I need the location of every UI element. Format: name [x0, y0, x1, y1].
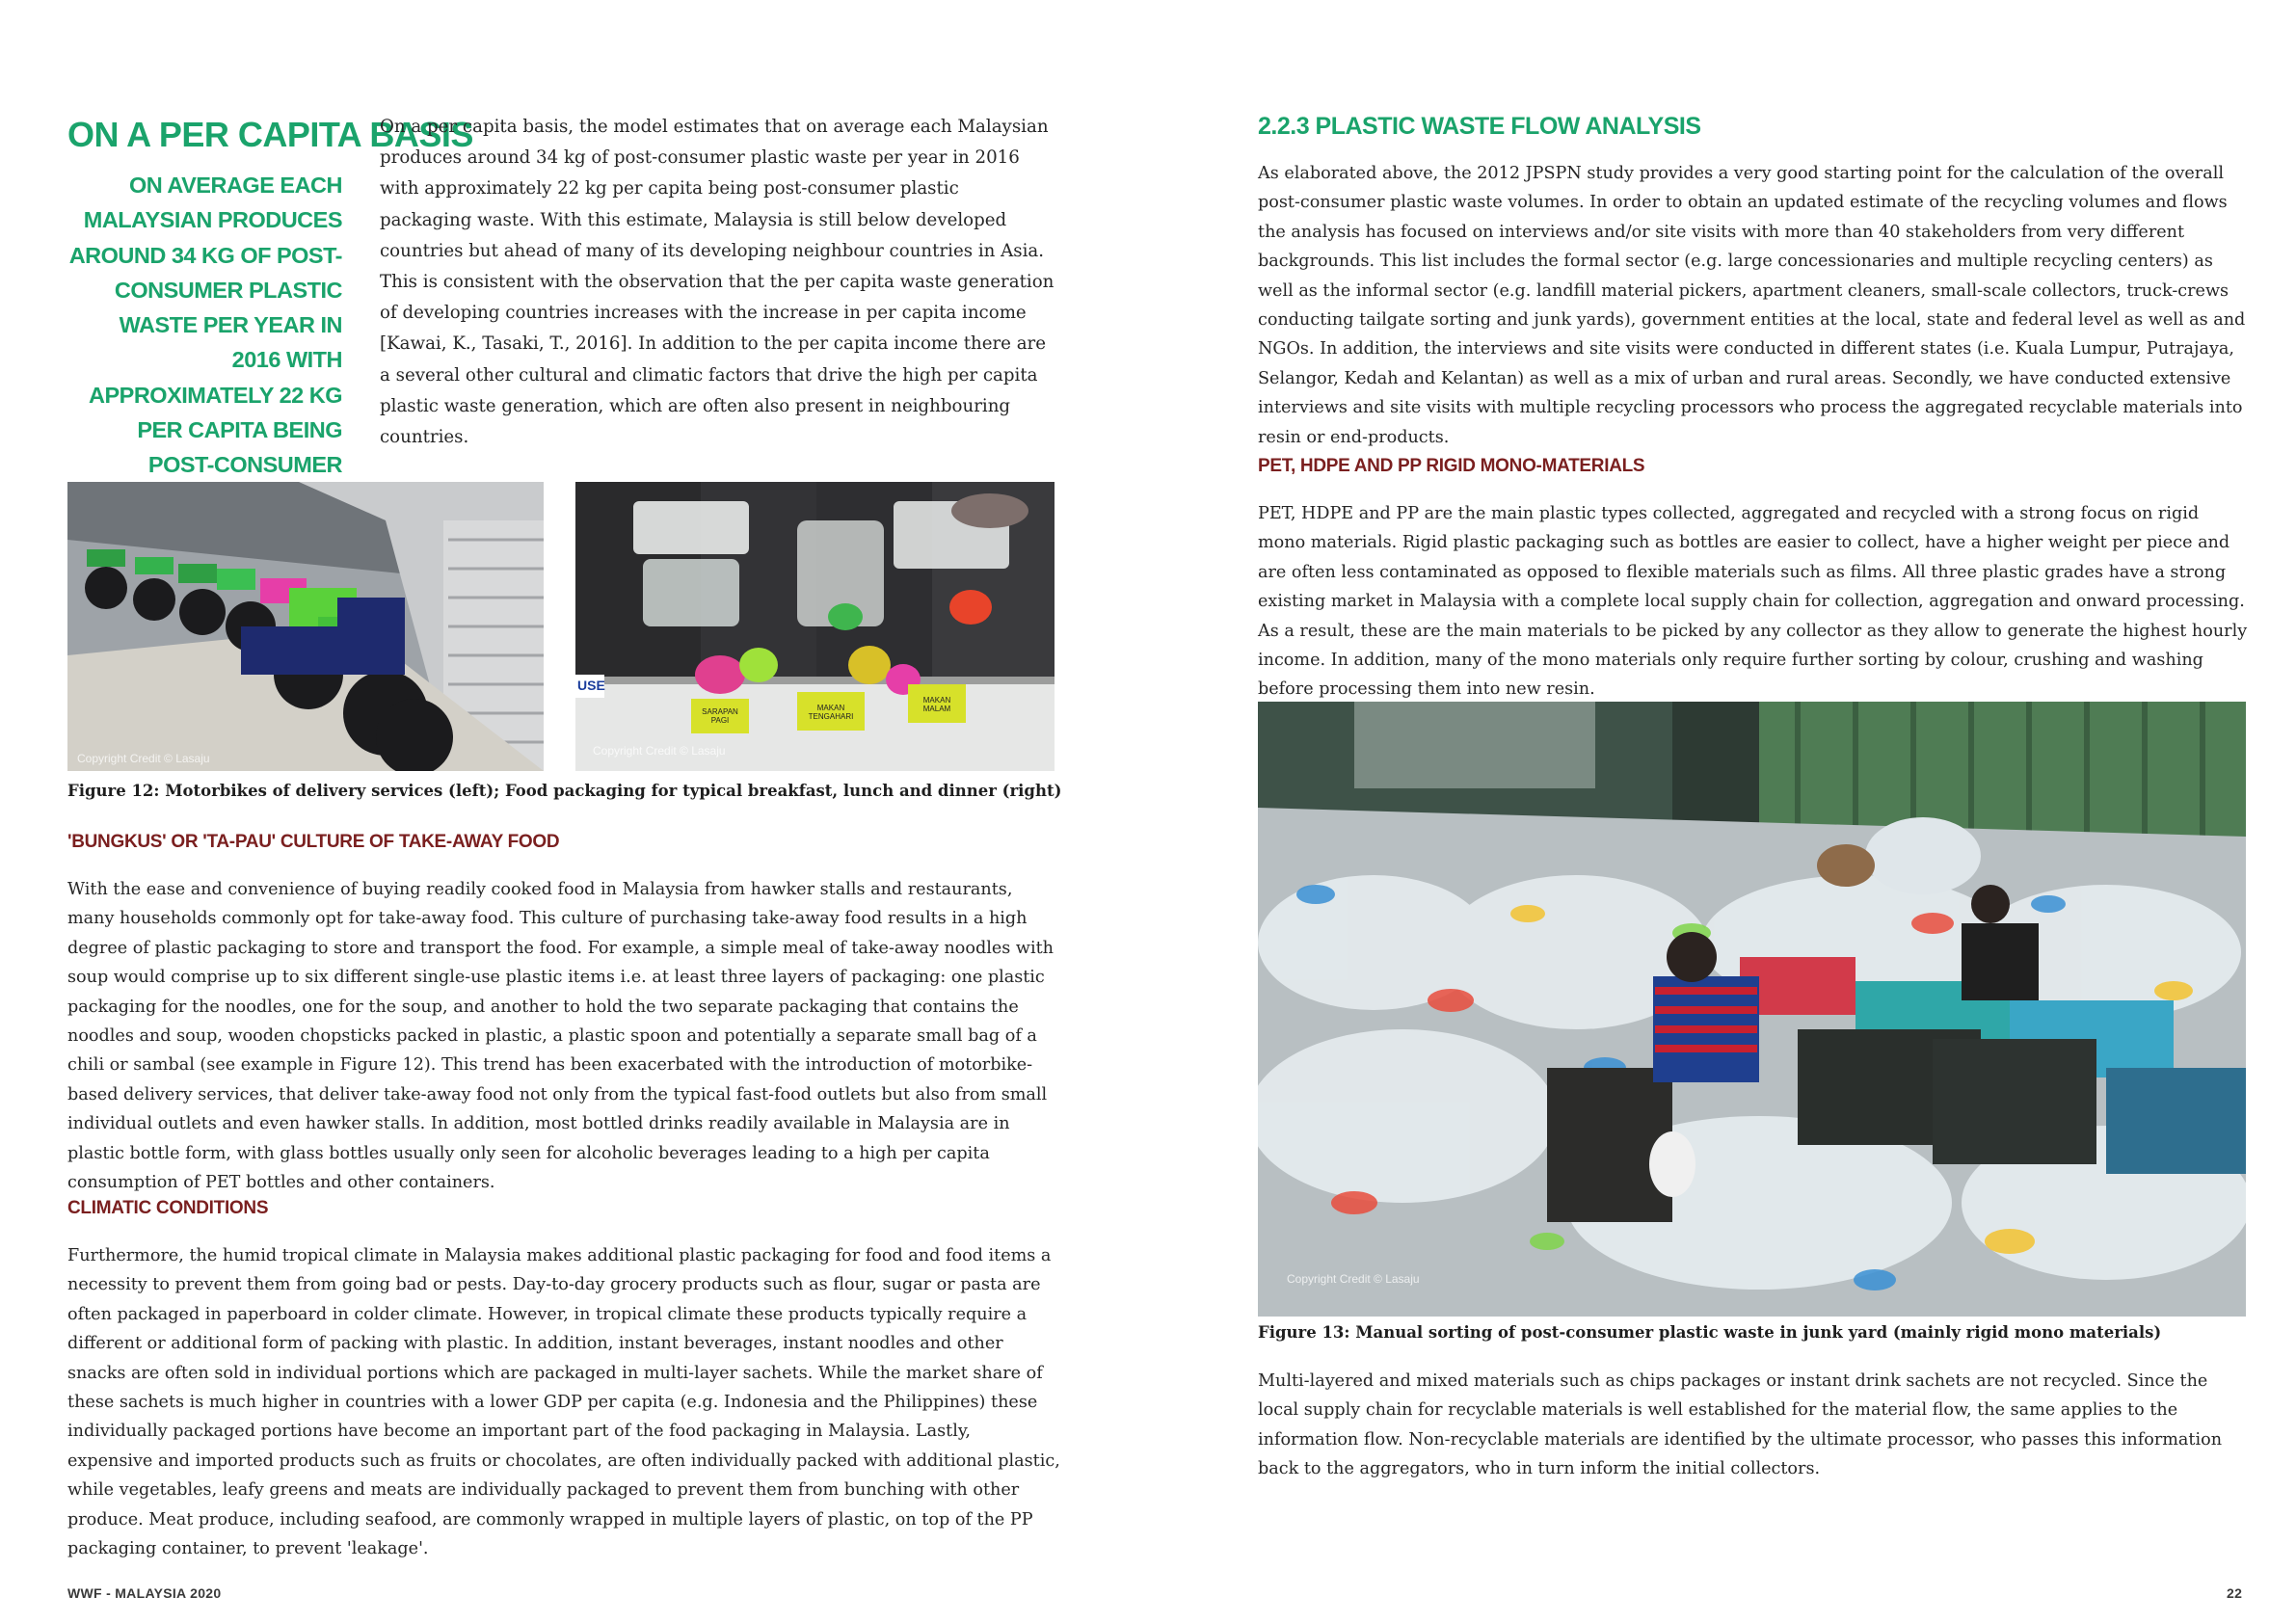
label-lunch: MAKAN TENGAHARI	[808, 704, 854, 721]
label-dinner: MAKAN MALAM	[922, 696, 951, 713]
climatic-heading: CLIMATIC CONDITIONS	[67, 1198, 269, 1218]
flow-heading: 2.2.3 PLASTIC WASTE FLOW ANALYSIS	[1258, 113, 1701, 140]
label-breakfast: SARAPAN PAGI	[702, 707, 738, 725]
figure12-caption: Figure 12: Motorbikes of delivery services (left); Food packaging for typical breakfast, lunch and dinner (right)	[67, 782, 1062, 800]
figure12-photo-food-packaging	[575, 482, 1055, 771]
sign-use: USE	[577, 678, 605, 693]
page-number: 22	[2227, 1585, 2243, 1601]
figure12-photo-motorbikes: Copyright Credit © Lasaju	[67, 482, 544, 771]
figure12-credit: Copyright Credit © Lasaju	[593, 744, 726, 758]
flow-text: As elaborated above, the 2012 JPSPN study provides a very good starting point for the calculation of the overall post-consumer plastic waste volumes. In order to obtain an updated estimate of the recycling volumes and flows the analysis has focused on interviews and/or site visits with more than 40 stakeholders from very different backgrounds. This list includes the formal sector (e.g. large concessionaries and multiple recycling centers) as well as the informal sector (e.g. landfill material pickers, apartment cleaners, small-scale collectors, truck-crews conducting tailgate sorting and junk yards), government entities at the local, state and federal level as well as and NGOs. In addition, the interviews and site visits were conducted in different states (i.e. Kuala Lumpur, Putrajaya, Selangor, Kedah and Kelantan) as well as a mix of urban and rural areas. Secondly, we have conducted extensive interviews and site visits with multiple recycling processors who process the aggregated recyclable materials into resin or end-products.	[1258, 164, 2246, 447]
pet-text: PET, HDPE and PP are the main plastic types collected, aggregated and recycled with a strong focus on rigid mono materials. Rigid plastic packaging such as bottles are easier to collect, have a higher weight per piece and are often less contaminated as opposed to flexible materials such as films. All three plastic grades have a strong existing market in Malaysia with a complete local supply chain for collection, aggregation and onward processing. As a result, these are the main materials to be picked by any collector as they allow to generate the highest hourly income. In addition, many of the mono materials only require further sorting by colour, crushing and washing before processing them into new resin.	[1258, 504, 2248, 700]
footer-left: WWF - MALAYSIA 2020	[67, 1585, 222, 1601]
pet-heading: PET, HDPE AND PP RIGID MONO-MATERIALS	[1258, 456, 1645, 476]
climatic-text: Furthermore, the humid tropical climate in Malaysia makes additional plastic packaging for food and food items a necessity to prevent them from going bad or pests. Day-to-day grocery products such as flour, sugar or pasta are often packaged in paperboard in colder climate. However, in tropical climate these products typically require a different or additional form of packing with plastic. In addition, instant beverages, instant noodles and other snacks are often sold in individual portions which are packaged in multi-layer sachets. While the market share of these sachets is much higher in countries with a lower GDP per capita (e.g. Indonesia and the Philippines) these individually packaged portions have become an important part of the food packaging in Malaysia. Lastly, expensive and imported products such as fruits or chocolates, are often individually packed with additional plastic, while vegetables, leafy greens and meats are individually packaged to prevent them from bunching with other produce. Meat produce, including seafood, are commonly wrapped in multiple layers of plastic, on top of the PP packaging container, to prevent 'leakage'.	[67, 1246, 1060, 1559]
intro-paragraph: On a per capita basis, the model estimates that on average each Malaysian produces around 34 kg of post-consumer plastic waste per year in 2016 with approximately 22 kg per capita being post-consumer plastic packaging waste. With this estimate, Malaysia is still below developed countries but ahead of many of its developing neighbour countries in Asia. This is consistent with the observation that the per capita waste generation of developing countries increases with the increase in per capita income [Kawai, K., Tasaki, T., 2016]. In addition to the per capita income there are a several other cultural and climatic factors that drive the high per capita plastic waste generation, which are often also present in neighbouring countries.	[380, 117, 1055, 448]
multi-layer-paragraph: Multi-layered and mixed materials such as chips packages or instant drink sachets are not recycled. Since the local supply chain for recyclable materials is well established for the material flow, the same applies to the information flow. Non-recyclable materials are identified by the ultimate processor, who passes this information back to the aggregators, who in turn inform the initial collectors.	[1258, 1371, 2223, 1479]
bungkus-heading: 'BUNGKUS' OR 'TA-PAU' CULTURE OF TAKE-AWAY FOOD	[67, 832, 560, 852]
bungkus-text: With the ease and convenience of buying readily cooked food in Malaysia from hawker stalls and restaurants, many households commonly opt for take-away food. This culture of purchasing take-away food results in a high degree of plastic packaging to store and transport the food. For example, a simple meal of take-away noodles with soup would comprise up to six different single-use plastic items i.e. at least three layers of packaging: one plastic packaging for the noodles, one for the soup, and another to hold the two separate packaging that contains the noodles and soup, wooden chopsticks packed in plastic, a plastic spoon and potentially a separate small bag of a chili or sambal (see example in Figure 12). This trend has been exacerbated with the introduction of motorbike-based delivery services, that deliver take-away food not only from the typical fast-food outlets but also from small individual outlets and even hawker stalls. In addition, most bottled drinks readily available in Malaysia are in plastic bottle form, with glass bottles usually only seen for alcoholic beverages leading to a high per capita consumption of PET bottles and other containers.	[67, 880, 1055, 1193]
figure13-credit: Copyright Credit © Lasaju	[1287, 1272, 1420, 1286]
pull-quote-title: ON A PER CAPITA BASIS	[67, 115, 473, 154]
pull-quote-text: ON AVERAGE EACH MALAYSIAN PRODUCES AROUND 34 KG OF POST-CONSUMER PLASTIC WASTE PER YEAR IN 2016 WITH APPROXIMATELY 22 KG PER CAPITA BEING POST-CONSUMER	[68, 173, 342, 478]
figure13-caption: Figure 13: Manual sorting of post-consumer plastic waste in junk yard (mainly rigid mono materials)	[1258, 1323, 2162, 1342]
figure13-photo-junkyard	[1258, 702, 2246, 1317]
